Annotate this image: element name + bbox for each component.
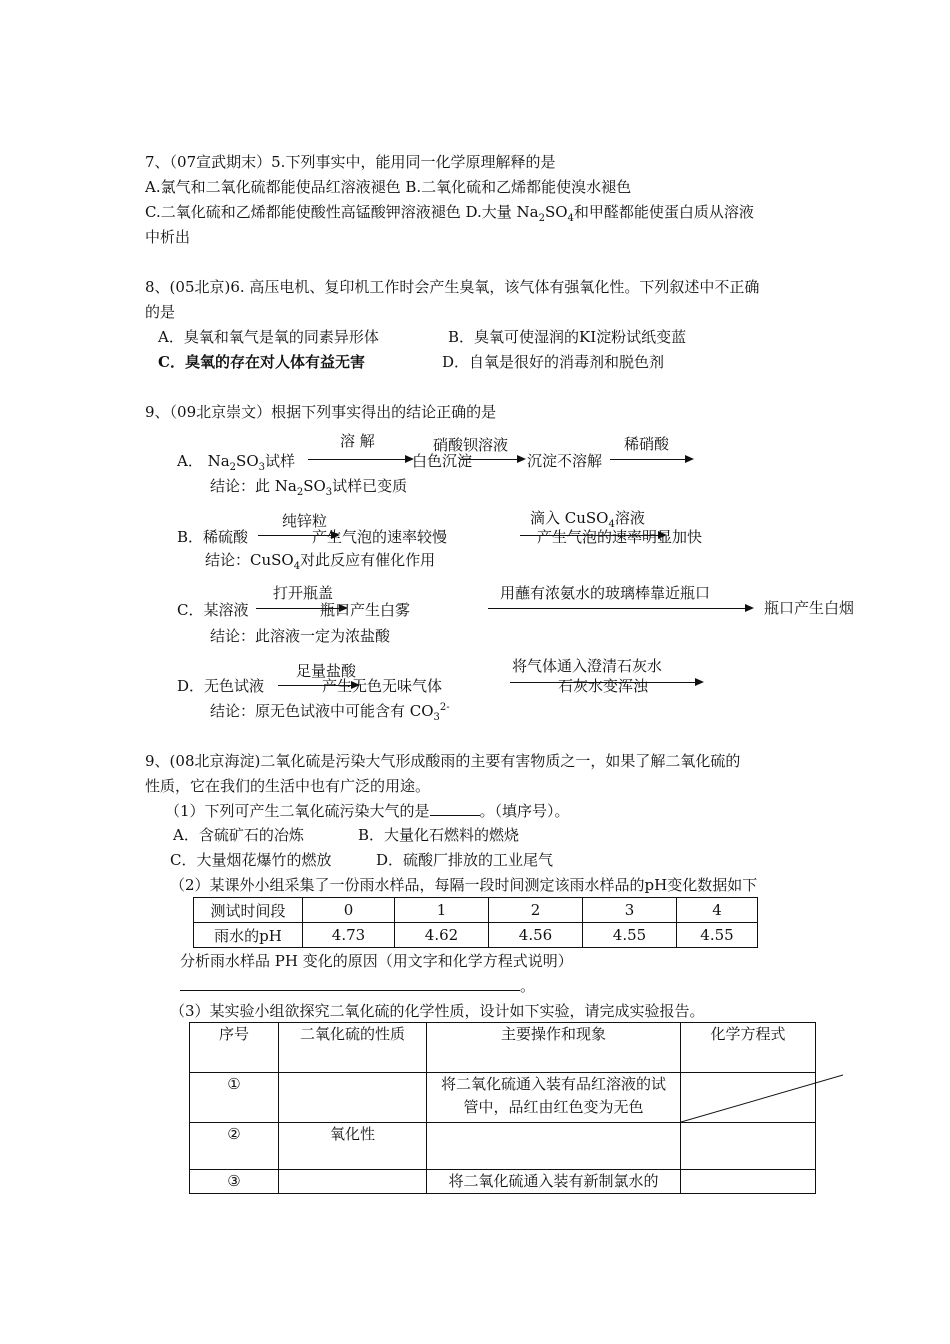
q9-a-conclusion: 结论：此 $Na_2SO_3$试样已变质 (210, 477, 408, 498)
experiment-row-no: ③ (190, 1170, 279, 1194)
q10-part1-option-d: D．硫酸厂排放的工业尾气 (376, 851, 554, 869)
q9-a-arrow3-label: 稀硝酸 (624, 435, 670, 453)
experiment-row-no: ① (190, 1073, 279, 1123)
q9-b-mid: 产生气泡的速率较慢 (312, 528, 448, 546)
q9-d-conclusion: 结论：原无色试液中可能含有 $CO_3^{2-}$ (210, 702, 450, 723)
q9-a-arrow3 (610, 459, 692, 460)
ph-table-cell: 雨水的pH (194, 923, 303, 948)
q9-b-arrow1-label: 纯锌粒 (282, 512, 328, 530)
ph-table (193, 897, 758, 948)
ph-table-header-cell: 4 (677, 898, 758, 923)
q9-a-mid2: 沉淀不溶解 (527, 452, 603, 470)
q9-d-arrow1-label: 足量盐酸 (296, 662, 357, 680)
experiment-row-property[interactable] (279, 1073, 427, 1123)
ph-table-header-cell: 0 (303, 898, 395, 923)
q8-option-b: B．臭氧可使湿润的KI淀粉试纸变蓝 (448, 328, 687, 346)
q9-c-arrow2 (488, 608, 752, 609)
ph-table-cell: 4.73 (303, 923, 395, 948)
ph-table-cell: 4.55 (583, 923, 677, 948)
experiment-row-operation[interactable] (427, 1123, 681, 1170)
q10-part1-answer-blank[interactable] (430, 815, 480, 816)
q10-part2-analysis: 分析雨水样品 PH 变化的原因（用文字和化学方程式说明） (180, 952, 573, 970)
ph-table-cell: 4.56 (489, 923, 583, 948)
q7-options-cd-cont: 中析出 (145, 228, 191, 246)
ph-table-header-cell: 2 (489, 898, 583, 923)
q9-a-arrow2 (460, 459, 524, 460)
q9-d-arrow2-label: 将气体通入澄清石灰水 (512, 657, 663, 675)
q9-b-start: B．稀硫酸 (177, 528, 249, 546)
experiment-row-equation[interactable] (681, 1170, 816, 1194)
q9-c-arrow1-label: 打开瓶盖 (273, 584, 334, 602)
q10-part1: （1）下列可产生二氧化硫污染大气的是 。（填序号）。 (165, 802, 570, 820)
q9-d-start: D．无色试液 (177, 677, 265, 695)
ph-table-header-cell: 测试时间段 (194, 898, 303, 923)
q9-c-start: C．某溶液 (177, 601, 249, 619)
q8-option-d: D．自氧是很好的消毒剂和脱色剂 (442, 353, 665, 371)
q10-stem-cont: 性质，它在我们的生活中也有广泛的用途。 (145, 777, 431, 795)
q9-c-mid: 瓶口产生白雾 (320, 601, 411, 619)
q9-b-conclusion: 结论：CuSO$_4$对此反应有催化作用 (205, 551, 436, 572)
q7-stem: 7、（07宣武期末）5.下列事实中，能用同一化学原理解释的是 (145, 153, 556, 171)
ph-table-header-cell: 3 (583, 898, 677, 923)
q10-part1-option-c: C．大量烟花爆竹的燃放 (170, 851, 332, 869)
q10-part1-option-b: B．大量化石燃料的燃烧 (358, 826, 520, 844)
q8-option-a: A．臭氧和氧气是氧的同素异形体 (158, 328, 379, 346)
q10-part2: （2）某课外小组采集了一份雨水样品，每隔一段时间测定该雨水样品的pH变化数据如下 (170, 876, 758, 894)
experiment-table (189, 1022, 816, 1194)
diagonal-strike (681, 1073, 843, 1123)
q10-part3: （3）某实验小组欲探究二氧化硫的化学性质，设计如下实验，请完成实验报告。 (170, 1002, 705, 1020)
q10-part2-answer-blank[interactable] (180, 976, 520, 991)
q9-a-start: A． $Na_2SO_3$试样 (177, 452, 296, 473)
q10-stem: 9、(08北京海淀)二氧化硫是污染大气形成酸雨的主要有害物质之一，如果了解二氧化硫的 (145, 752, 741, 770)
experiment-row-equation (681, 1073, 816, 1123)
ph-table-cell: 4.55 (677, 923, 758, 948)
q10-part2-answer-line: 。 (180, 976, 535, 996)
q9-stem: 9、（09北京崇文）根据下列事实得出的结论正确的是 (145, 403, 497, 421)
q9-b-arrow2-label: 滴入 CuSO$_4$溶液 (530, 509, 645, 530)
experiment-row-property[interactable] (279, 1170, 427, 1194)
q9-d-end: 石灰水变浑浊 (558, 677, 649, 695)
q9-a-arrow1-label: 溶 解 (340, 432, 375, 450)
experiment-row-property: 氧化性 (279, 1123, 427, 1170)
q9-a-arrow2-label: 硝酸钡溶液 (433, 436, 509, 454)
q9-c-conclusion: 结论：此溶液一定为浓盐酸 (210, 627, 391, 645)
experiment-table-header-property: 二氧化硫的性质 (279, 1023, 427, 1073)
experiment-row-no: ② (190, 1123, 279, 1170)
q8-option-c: C．臭氧的存在对人体有益无害 (158, 353, 365, 371)
q8-stem: 8、(05北京)6. 高压电机、复印机工作时会产生臭氧，该气体有强氧化性。下列叙述中不正确 (145, 278, 760, 296)
experiment-table-header-equation: 化学方程式 (681, 1023, 816, 1073)
q9-d-mid: 产生无色无味气体 (322, 677, 443, 695)
q9-b-end: 产生气泡的速率明显加快 (537, 528, 703, 546)
experiment-row-operation: 将二氧化硫通入装有新制氯水的 (427, 1170, 681, 1194)
q9-a-mid1: 白色沉淀 (412, 452, 473, 470)
ph-table-header-cell: 1 (395, 898, 489, 923)
q7-options-ab: A.氯气和二氧化硫都能使品红溶液褪色 B.二氧化硫和乙烯都能使溴水褪色 (145, 178, 632, 196)
q9-c-end: 瓶口产生白烟 (764, 599, 855, 617)
q9-c-arrow2-label: 用蘸有浓氨水的玻璃棒靠近瓶口 (500, 584, 711, 602)
experiment-row-equation[interactable] (681, 1123, 816, 1170)
q7-options-cd: C.二氧化硫和乙烯都能使酸性高锰酸钾溶液褪色 D.大量 $Na_2SO_4$和甲醛都能使蛋白质从溶液 (145, 203, 754, 224)
ph-table-cell: 4.62 (395, 923, 489, 948)
experiment-row-operation: 将二氧化硫通入装有品红溶液的试管中，品红由红色变为无色 (427, 1073, 681, 1123)
experiment-table-header-operation: 主要操作和现象 (427, 1023, 681, 1073)
q8-stem-cont: 的是 (145, 303, 176, 321)
experiment-table-header-no: 序号 (190, 1023, 279, 1073)
q9-a-arrow1 (308, 459, 412, 460)
q10-part1-option-a: A．含硫矿石的冶炼 (173, 826, 304, 844)
